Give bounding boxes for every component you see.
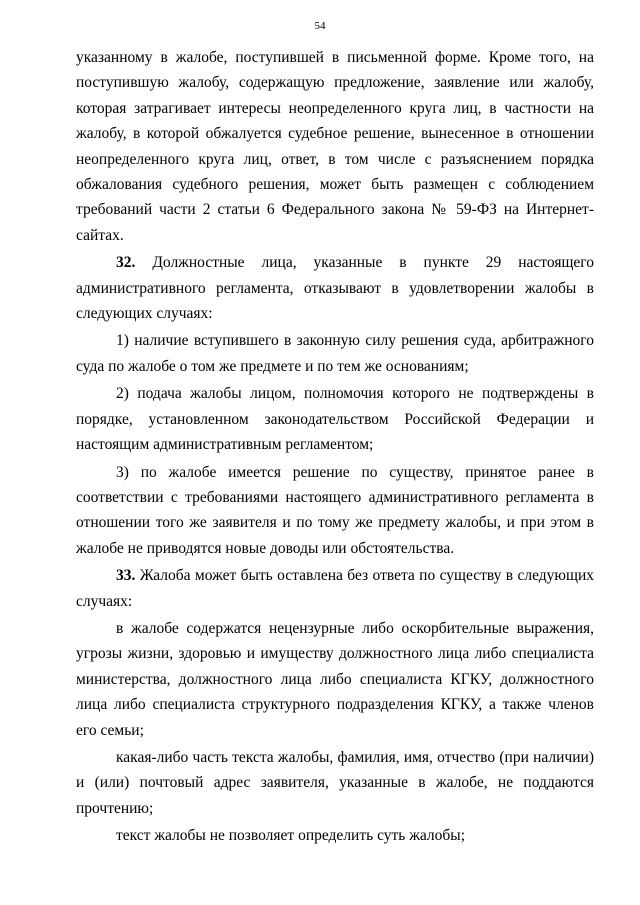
section-32-item-1: 1) наличие вступившего в законную силу решения суда, арбитражного суда по жалобе о том же предмете и по тем же основаниям; <box>76 332 594 375</box>
section-33-item-1: в жалобе содержатся нецензурные либо оскорбительные выражения, угрозы жизни, здоровью и имуществу должностного лица либо специалиста министерства, должностного лица либо специалиста КГКУ, должностного лица либо специалиста структурного подразделения КГКУ, а также членов его семьи; <box>76 619 594 739</box>
page-number: 54 <box>314 20 326 32</box>
section-33-intro <box>76 563 594 614</box>
section-33-item-3: текст жалобы не позволяет определить суть жалобы; <box>116 827 466 845</box>
section-33-number: 33. <box>116 567 136 585</box>
paragraph-continuation: указанному в жалобе, поступившей в письменной форме. Кроме того, на поступившую жалобу, содержащую предложение, заявление или жалобу, которая затрагивает интересы неопределенного круга лиц, в частности на жалобу, в которой обжалуется судебное решение, вынесенное в отношении неопределенного круга лиц, ответ, в том числе с разъяснением порядка обжалования судебного решения, может быть размещен с соблюдением требований части 2 статьи 6 Федерального закона № 59-ФЗ на Интернет-сайтах. <box>76 49 594 244</box>
section-32-number: 32. <box>116 254 136 272</box>
section-32-intro <box>76 250 594 326</box>
section-32-item-3: 3) по жалобе имеется решение по существу, принятое ранее в соответствии с требованиями настоящего административного регламента в отношении того же заявителя и по тому же предмету жалобы, и при этом в жалобе не приводятся новые доводы или обстоятельства. <box>76 463 594 557</box>
document-body <box>76 45 594 849</box>
section-32-item-2: 2) подача жалобы лицом, полномочия которого не подтверждены в порядке, установленном законодательством Российской Федерации и настоящим административным регламентом; <box>76 385 594 454</box>
section-33-text: Жалоба может быть оставлена без ответа по существу в следующих случаях: <box>76 567 594 610</box>
section-33-item-2: какая-либо часть текста жалобы, фамилия, имя, отчество (при наличии) и (или) почтовый адрес заявителя, указанные в жалобе, не поддаются прочтению; <box>76 748 594 817</box>
section-32-text: Должностные лица, указанные в пункте 29 настоящего административного регламента, отказывают в удовлетворении жалобы в следующих случаях: <box>76 254 594 323</box>
